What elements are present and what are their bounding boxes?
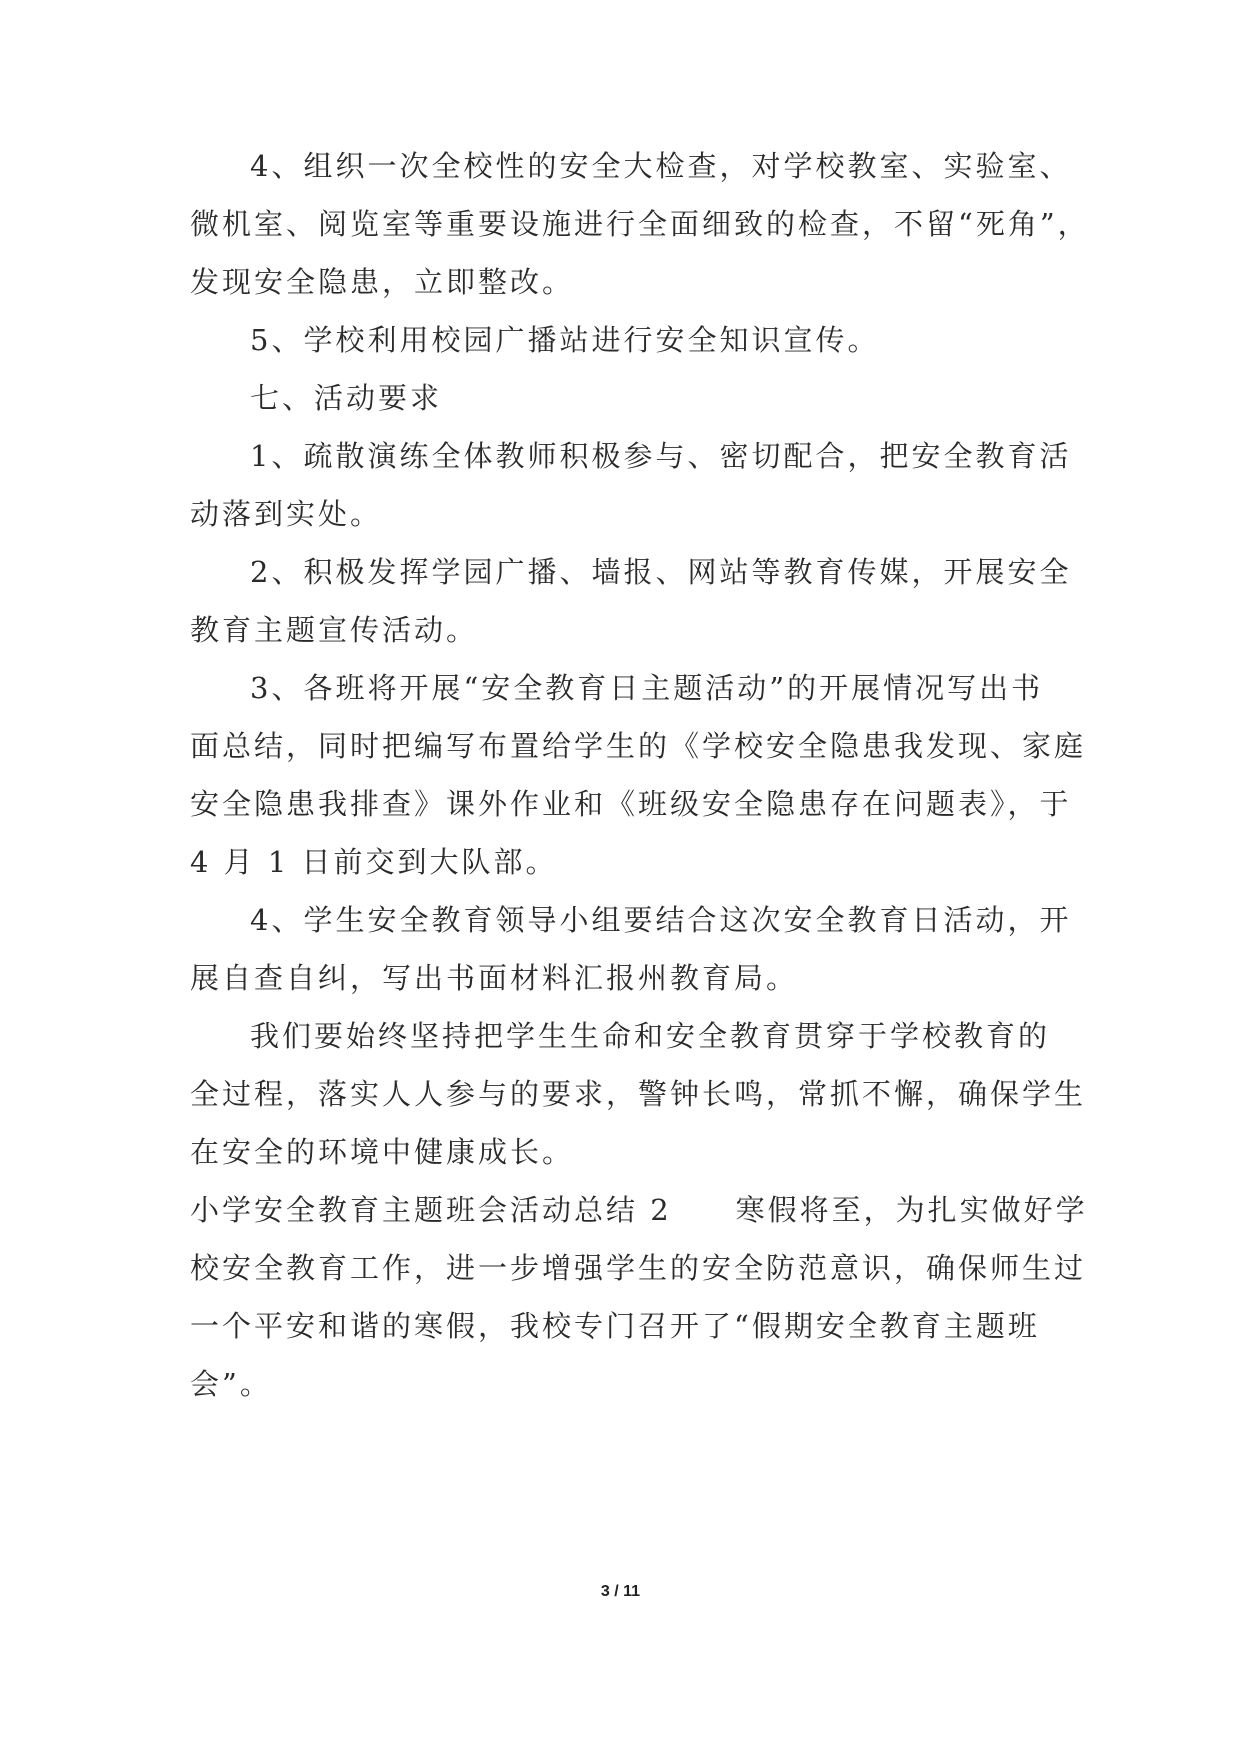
paragraph-line: 2、积极发挥学园广播、墙报、网站等教育传媒，开展安全 [250,555,1072,589]
section-heading: 七、活动要求 [250,381,443,415]
paragraph-line: 4 月 1 日前交到大队部。 [190,845,558,879]
paragraph-line: 教育主题宣传活动。 [190,613,479,647]
paragraph-line: 5、学校利用校园广播站进行安全知识宣传。 [250,323,880,357]
paragraph-line: 1、疏散演练全体教师积极参与、密切配合，把安全教育活 [250,439,1072,473]
paragraph-line: 会”。 [190,1367,272,1401]
paragraph-line: 展自查自纠，写出书面材料汇报州教育局。 [190,961,799,995]
paragraph-line: 面总结，同时把编写布置给学生的《学校安全隐患我发现、家庭 [190,729,1087,763]
paragraph-line: 微机室、阅览室等重要设施进行全面细致的检查，不留“死角”， [190,207,1090,241]
paragraph-line: 一个平安和谐的寒假，我校专门召开了“假期安全教育主题班 [190,1309,1040,1343]
paragraph-line: 校安全教育工作，进一步增强学生的安全防范意识，确保师生过 [190,1251,1087,1285]
paragraph-line: 小学安全教育主题班会活动总结 2 寒假将至，为扎实做好学 [190,1193,1088,1227]
paragraph-line: 在安全的环境中健康成长。 [190,1135,575,1169]
paragraph-line: 安全隐患我排查》课外作业和《班级安全隐患存在问题表》，于 [190,787,1072,821]
paragraph-line: 3、各班将开展“安全教育日主题活动”的开展情况写出书 [250,671,1044,705]
paragraph-line: 动落到实处。 [190,497,383,531]
page-number: 3 / 11 [600,1583,641,1600]
paragraph-line: 全过程，落实人人参与的要求，警钟长鸣，常抓不懈，确保学生 [190,1077,1087,1111]
paragraph-line: 4、学生安全教育领导小组要结合这次安全教育日活动，开 [250,903,1072,937]
paragraph-line: 发现安全隐患，立即整改。 [190,265,575,299]
paragraph-line: 我们要始终坚持把学生生命和安全教育贯穿于学校教育的 [250,1019,1051,1053]
paragraph-line: 4、组织一次全校性的安全大检查，对学校教室、实验室、 [250,149,1072,183]
